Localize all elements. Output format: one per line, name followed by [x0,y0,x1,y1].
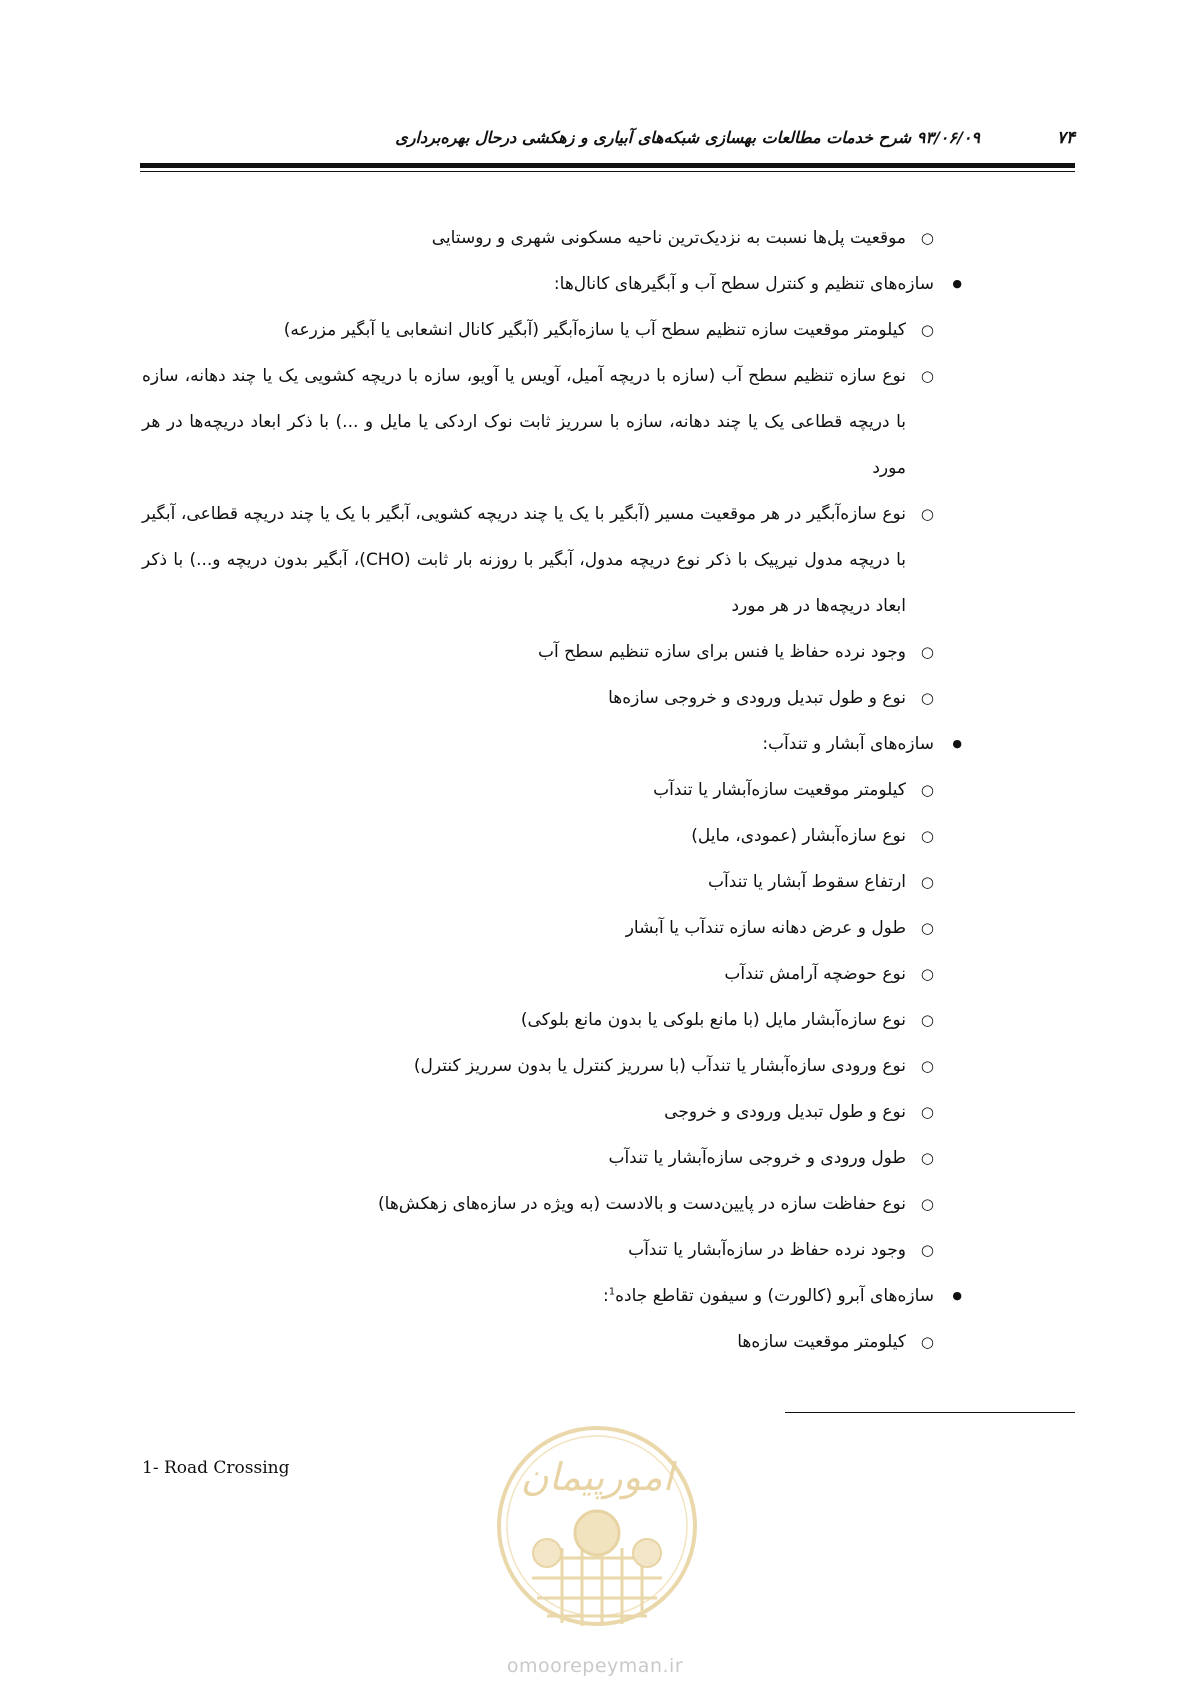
circle-bullet-icon [921,951,934,997]
circle-bullet-icon [921,767,934,813]
watermark-url: omoorepeyman.ir [506,1655,684,1677]
page-header [140,128,1075,152]
list-item: ○ ارتفاع سقوط آبشار یا تندآب [142,859,962,905]
header-title: ۹۳/۰۶/۰۹ شرح خدمات مطالعات بهسازی شبکه‌های آبیاری و زهکشی درحال بهره‌برداری [395,128,980,147]
circle-bullet-icon [921,215,934,261]
list-item: ○ طول و عرض دهانه سازه تندآب یا آبشار [142,905,962,951]
bullet-icon [952,1273,962,1321]
list-item: ○ نوع سازه‌آبشار (عمودی، مایل) [142,813,962,859]
watermark-logo [492,1398,702,1658]
circle-bullet-icon [921,1043,934,1089]
circle-bullet-icon [921,307,934,353]
list-item: ○ وجود نرده حفاظ یا فنس برای سازه تنظیم سطح آب [142,629,962,675]
footnote: 1- Road Crossing [142,1458,290,1478]
list-item: ○ نوع و طول تبدیل ورودی و خروجی [142,1089,962,1135]
list-item: ○ نوع حفاظت سازه در پایین‌دست و بالادست (به ویژه در سازه‌های زهکش‌ها) [142,1181,962,1227]
circle-bullet-icon [921,1181,934,1227]
list-item: ○ موقعیت پل‌ها نسبت به نزدیک‌ترین ناحیه مسکونی شهری و روستایی [142,215,962,261]
page-number: ۷۴ [1056,128,1075,148]
circle-bullet-icon [921,629,934,675]
header-rule-thick [140,163,1075,168]
list-item: ○ نوع سازه‌آبگیر در هر موقعیت مسیر (آبگیر با یک یا چند دریچه کشویی، آبگیر با یک یا چند دریچه قطاعی، آبگیر با دریچه مدول نیرپیک با ذکر نوع دریچه مدول، آبگیر با روزنه بار ثابت (CHO)، آبگیر بدون دریچه و...) با ذکر ابعاد دریچه‌ها در هر مورد [142,491,962,629]
circle-bullet-icon [921,1227,934,1273]
section-heading-drops-chutes: ● سازه‌های آبشار و تندآب: [142,721,962,767]
circle-bullet-icon [921,1089,934,1135]
circle-bullet-icon [921,675,934,721]
circle-bullet-icon [921,997,934,1043]
header-rule-thin [140,171,1075,172]
list-item: ○ کیلومتر موقعیت سازه‌ها [142,1319,962,1365]
circle-bullet-icon [921,813,934,859]
list-item: ○ نوع ورودی سازه‌آبشار یا تندآب (با سرریز کنترل یا بدون سرریز کنترل) [142,1043,962,1089]
footnote-separator [785,1412,1075,1413]
watermark-logo-text: امورپیمان [520,1455,674,1499]
section-heading-bridges-canal-structures: ● سازه‌های تنظیم و کنترل سطح آب و آبگیرهای کانال‌ها: [142,261,962,307]
list-item: ○ نوع سازه‌آبشار مایل (با مانع بلوکی یا بدون مانع بلوکی) [142,997,962,1043]
document-body [142,215,962,1365]
footnote-ref[interactable]: 1 [608,1286,616,1298]
list-item: ○ نوع و طول تبدیل ورودی و خروجی سازه‌ها [142,675,962,721]
bullet-icon [952,721,962,769]
circle-bullet-icon [921,1135,934,1181]
bullet-icon [952,261,962,309]
list-item: ○ نوع حوضچه آرامش تندآب [142,951,962,997]
circle-bullet-icon [921,353,934,399]
circle-bullet-icon [921,1319,934,1365]
list-item: ○ وجود نرده حفاظ در سازه‌آبشار یا تندآب [142,1227,962,1273]
list-item: ○ طول ورودی و خروجی سازه‌آبشار یا تندآب [142,1135,962,1181]
list-item: ○ کیلومتر موقعیت سازه تنظیم سطح آب یا سازه‌آبگیر (آبگیر کانال انشعابی یا آبگیر مزرعه) [142,307,962,353]
circle-bullet-icon [921,905,934,951]
list-item: ○ کیلومتر موقعیت سازه‌آبشار یا تندآب [142,767,962,813]
circle-bullet-icon [921,859,934,905]
section-heading-culverts: ● سازه‌های آبرو (کالورت) و سیفون تقاطع جاده$^1$: [142,1273,962,1319]
list-item: ○ نوع سازه تنظیم سطح آب (سازه با دریچه آمیل، آویس یا آویو، سازه با دریچه کشویی یک یا چند دهانه، سازه با دریچه قطاعی یک یا چند دهانه، سازه با سرریز ثابت نوک اردکی یا مایل و ...) با ذکر ابعاد دریچه‌ها در هر مورد [142,353,962,491]
circle-bullet-icon [921,491,934,537]
